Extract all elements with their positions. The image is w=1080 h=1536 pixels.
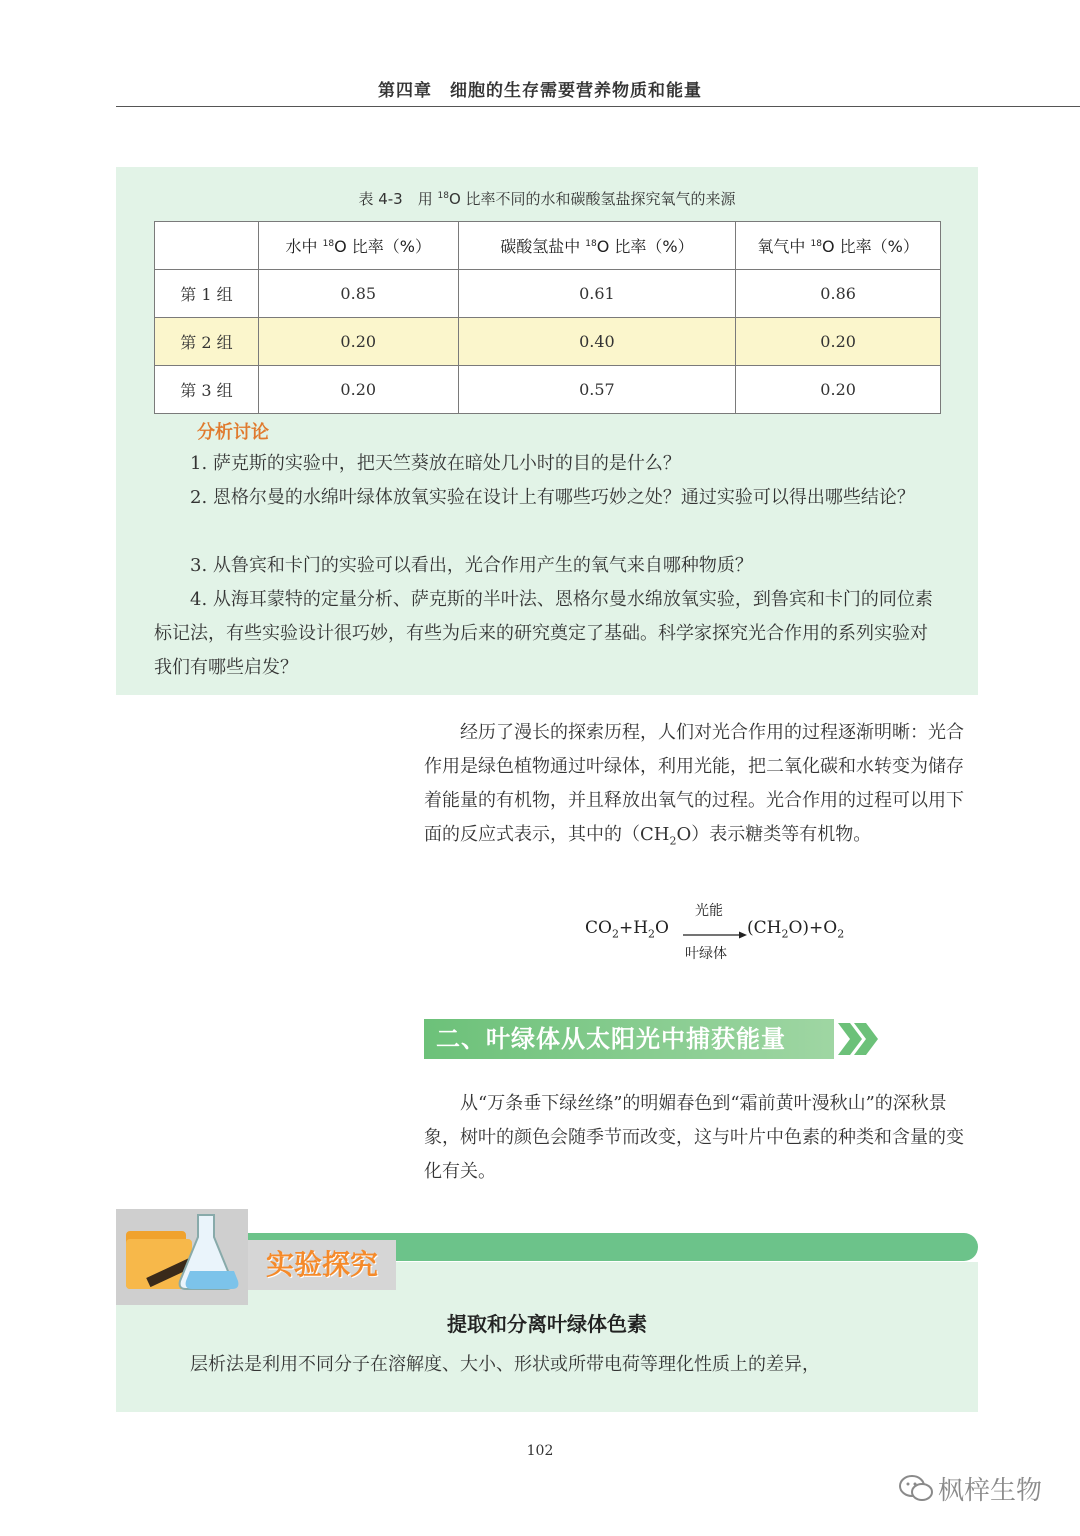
caption-sup: 18 xyxy=(437,191,449,201)
equation-condition-light: 光能 xyxy=(695,903,723,919)
col-header-water: 水中 $^{18}$O 比率（%） xyxy=(258,222,458,270)
experiment-title: 提取和分离叶绿体色素 xyxy=(447,1312,647,1336)
double-chevron-icon xyxy=(836,1019,880,1059)
equation-condition-chloroplast: 叶绿体 xyxy=(685,946,727,962)
row-label: 第 1 组 xyxy=(155,270,259,318)
cell-water: 0.20 xyxy=(258,366,458,414)
experiment-text: 层析法是利用不同分子在溶解度、大小、形状或所带电荷等理化性质上的差异， xyxy=(154,1354,820,1375)
cell-oxygen: 0.20 xyxy=(736,318,941,366)
table-row xyxy=(155,318,941,366)
col-header-oxygen: 氧气中 $^{18}$O 比率（%） xyxy=(736,222,941,270)
watermark-text: 枫梓生物 xyxy=(938,1476,1043,1506)
question-3: 3. 从鲁宾和卡门的实验可以看出，光合作用产生的氧气来自哪种物质？ xyxy=(154,555,753,576)
experiment-icon-box xyxy=(116,1209,248,1305)
photosynthesis-equation xyxy=(585,900,885,962)
cell-oxygen: 0.20 xyxy=(736,366,941,414)
header-rule xyxy=(116,106,1080,107)
wechat-icon xyxy=(898,1474,934,1504)
discussion-title: 分析讨论 xyxy=(197,422,269,443)
chapter-header: 第四章 细胞的生存需要营养物质和能量 xyxy=(378,81,702,101)
equation-products: $(CH_2O)+O_2$ xyxy=(747,918,845,941)
section-heading-banner: 二、叶绿体从太阳光中捕获能量 xyxy=(424,1019,834,1059)
watermark xyxy=(898,1466,1058,1510)
cell-bicarbonate: 0.61 xyxy=(458,270,736,318)
reaction-arrow-icon xyxy=(683,930,747,940)
isotope-table xyxy=(154,221,941,414)
cell-bicarbonate: 0.40 xyxy=(458,318,736,366)
question-1: 1. 萨克斯的实验中，把天竺葵放在暗处几小时的目的是什么？ xyxy=(154,453,681,474)
table-header-row xyxy=(155,222,941,270)
caption-suffix: O 比率不同的水和碳酸氢盐探究氧气的来源 xyxy=(448,190,736,208)
cell-bicarbonate: 0.57 xyxy=(458,366,736,414)
cell-oxygen: 0.86 xyxy=(736,270,941,318)
caption-prefix: 表 4-3 用 xyxy=(358,190,438,208)
photosynthesis-paragraph: 经历了漫长的探索历程，人们对光合作用的过程逐渐明晰：光合作用是绿色植物通过叶绿体，利用光能，把二氧化碳和水转变为储存着能量的有机物，并且释放出氧气的过程。光合作用的过程可以用下面的反应式表示，其中的$(CH_2O)$表示糖类等有机物。 xyxy=(424,722,964,848)
question-2: 2. 恩格尔曼的水绵叶绿体放氧实验在设计上有哪些巧妙之处？通过实验可以得出哪些结论？ xyxy=(154,487,915,508)
cell-water: 0.85 xyxy=(258,270,458,318)
row-label: 第 2 组 xyxy=(155,318,259,366)
question-4: 4. 从海耳蒙特的定量分析、萨克斯的半叶法、恩格尔曼水绵放氧实验，到鲁宾和卡门的同位素标记法，有些实验设计很巧妙，有些为后来的研究奠定了基础。科学家探究光合作用的系列实验对我们有哪些启发？ xyxy=(154,589,933,678)
table-caption xyxy=(116,188,978,209)
cell-water: 0.20 xyxy=(258,318,458,366)
flask-folder-icon xyxy=(116,1209,248,1305)
col-header-bicarbonate: 碳酸氢盐中 $^{18}$O 比率（%） xyxy=(458,222,736,270)
leaf-color-paragraph: 从“万条垂下绿丝绦”的明媚春色到“霜前黄叶漫秋山”的深秋景象，树叶的颜色会随季节而改变，这与叶片中色素的种类和含量的变化有关。 xyxy=(424,1093,964,1182)
experiment-label: 实验探究 xyxy=(248,1240,396,1290)
page-number: 102 xyxy=(526,1443,554,1459)
equation-reactants: $CO_2+H_2O$ xyxy=(585,918,669,941)
row-label: 第 3 组 xyxy=(155,366,259,414)
table-corner-cell xyxy=(155,222,259,270)
table-row xyxy=(155,366,941,414)
table-row xyxy=(155,270,941,318)
